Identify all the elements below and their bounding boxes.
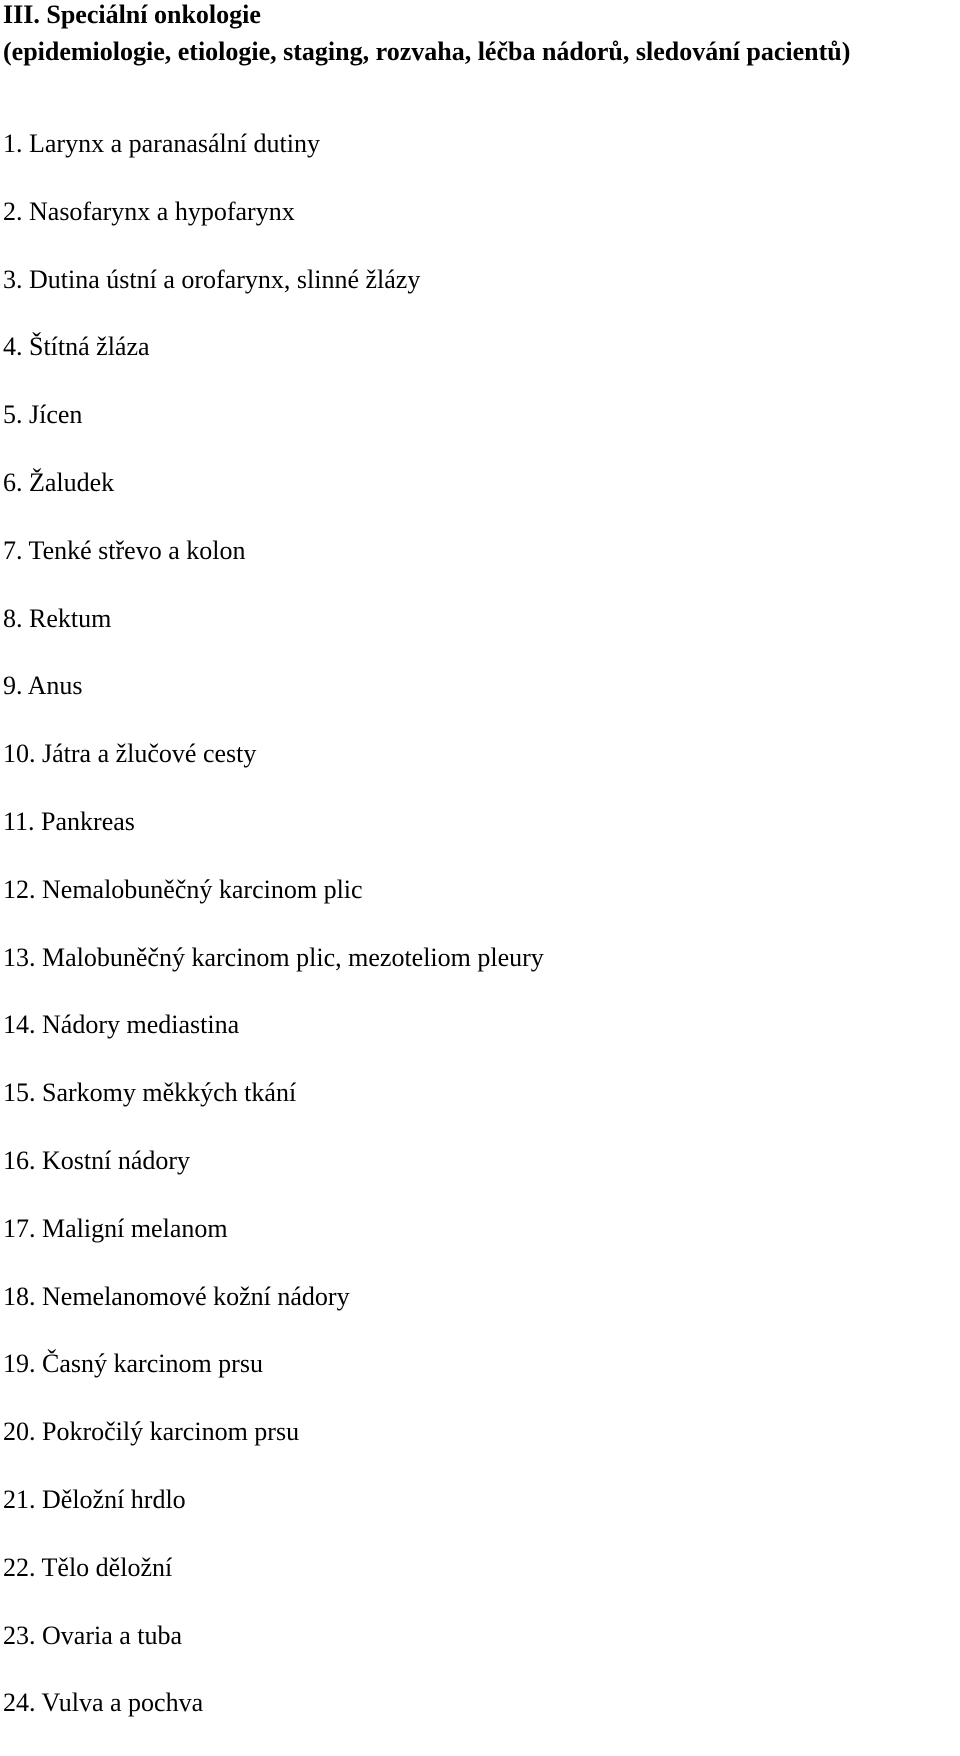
topic-item: 17. Maligní melanom [3, 1213, 228, 1243]
topic-item: 4. Štítná žláza [3, 332, 150, 362]
topic-item: 7. Tenké střevo a kolon [3, 535, 246, 565]
topic-item: 18. Nemelanomové kožní nádory [3, 1281, 350, 1311]
topic-item: 14. Nádory mediastina [3, 1010, 240, 1040]
topic-item: 3. Dutina ústní a orofarynx, slinné žlázy [3, 264, 421, 294]
topic-item: 22. Tělo děložní [3, 1552, 173, 1582]
topic-item: 5. Jícen [3, 400, 83, 430]
topic-item: 19. Časný karcinom prsu [3, 1349, 263, 1379]
topic-item: 16. Kostní nádory [3, 1145, 191, 1175]
topic-item: 8. Rektum [3, 603, 112, 633]
topic-item: 15. Sarkomy měkkých tkání [3, 1078, 297, 1108]
topic-item: 13. Malobuněčný karcinom plic, mezoteliom pleury [3, 942, 544, 972]
topic-item: 10. Játra a žlučové cesty [3, 739, 257, 769]
topic-item: 12. Nemalobuněčný karcinom plic [3, 874, 363, 904]
topic-item: 21. Děložní hrdlo [3, 1484, 186, 1514]
topic-item: 9. Anus [3, 671, 83, 701]
topic-item: 6. Žaludek [3, 467, 115, 497]
topic-item: 23. Ovaria a tuba [3, 1620, 183, 1650]
topic-item: 24. Vulva a pochva [3, 1688, 204, 1718]
topic-list [3, 129, 544, 1756]
topic-item: 2. Nasofarynx a hypofarynx [3, 196, 295, 226]
topic-item: 20. Pokročilý karcinom prsu [3, 1417, 300, 1447]
topic-item: 1. Larynx a paranasální dutiny [3, 129, 320, 158]
section-heading: III. Speciální onkologie [3, 0, 261, 29]
section-subheading: (epidemiologie, etiologie, staging, rozvaha, léčba nádorů, sledování pacientů) [3, 37, 851, 66]
topic-item: 11. Pankreas [3, 806, 135, 836]
